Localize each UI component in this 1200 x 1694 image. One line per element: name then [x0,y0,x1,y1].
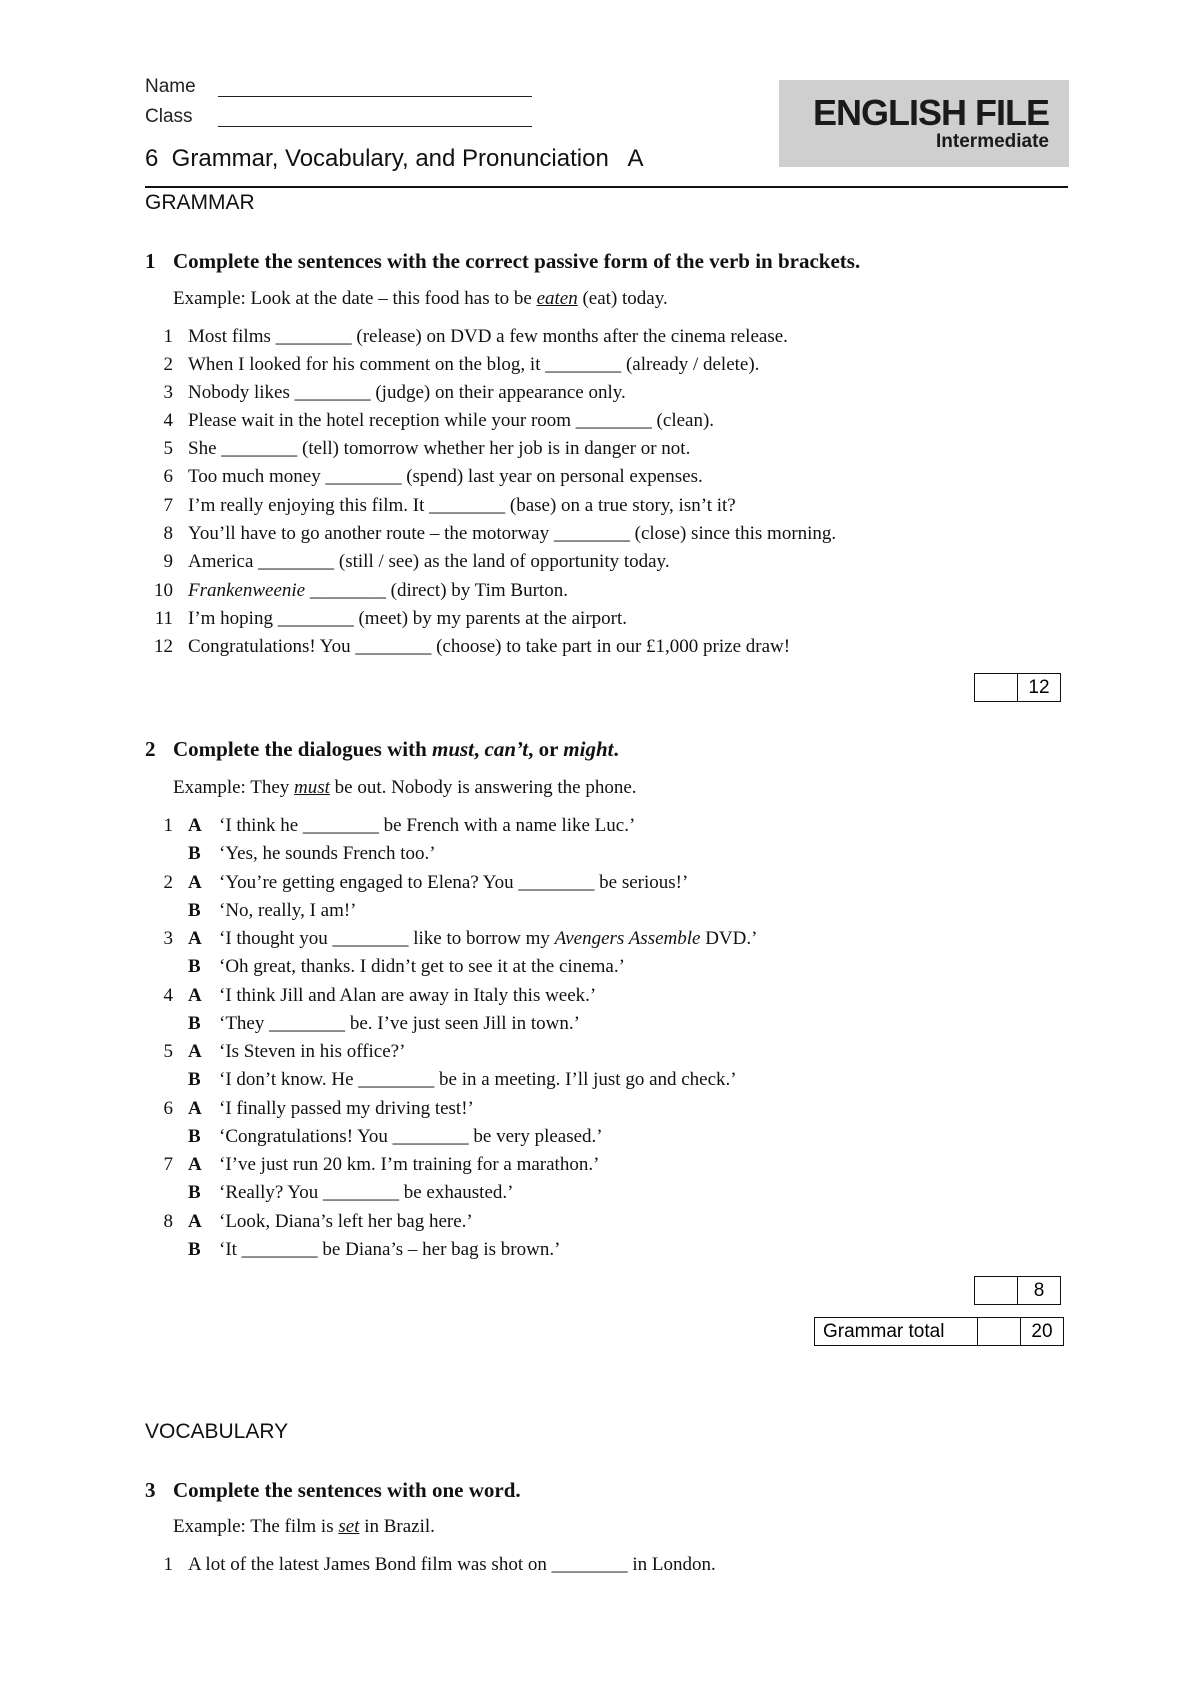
item-text: I’m really enjoying this film. It ________ (base) on a true story, isn’t it? [188,495,736,516]
item-number: 6 [163,466,173,487]
speaker-b: B [188,1013,201,1034]
q2-sep: . [613,737,619,761]
item-number: 1 [163,1554,173,1575]
score-max: 20 [1031,1321,1053,1342]
example-text: (eat) today. [577,288,668,309]
name-label: Name [145,76,196,97]
line-text: ‘Is Steven in his office?’ [219,1041,406,1062]
q2-word: must [432,737,475,761]
speaker-a: A [188,928,202,949]
line-text: ‘Really? You ________ be exhausted.’ [219,1182,514,1203]
item-number: 10 [154,580,173,601]
speaker-b: B [188,900,201,921]
item-number: 3 [163,928,173,949]
item-number: 7 [163,495,173,516]
item-text: Too much money ________ (spend) last year on personal expenses. [188,466,703,487]
item-number: 1 [163,815,173,836]
q2-text: Complete the dialogues with [173,737,432,761]
q2-word: can’t [484,737,529,761]
example-text: in Brazil. [359,1516,435,1537]
q2-word: might [563,737,614,761]
q3-instruction [145,1478,521,1503]
class-field[interactable] [145,106,193,128]
speaker-a: A [188,985,202,1006]
score-max: 12 [1028,677,1050,698]
brand-title: ENGLISH FILE [812,92,1049,133]
q2-number: 2 [145,737,156,761]
item-number: 12 [154,636,173,657]
item-text [188,580,568,602]
header-divider [145,186,1068,188]
item-text-rest: ________ (direct) by Tim Burton. [305,580,568,601]
line-text: ‘I’ve just run 20 km. I’m training for a marathon.’ [219,1154,600,1175]
item-text: America ________ (still / see) as the land of opportunity today. [188,551,670,572]
example-text: Example: They [173,777,295,798]
line-text: ‘It ________ be Diana’s – her bag is brown.’ [219,1239,561,1260]
q3-example [173,1516,435,1538]
item-text: Please wait in the hotel reception while your room ________ (clean). [188,410,715,431]
line-text: ‘No, really, I am!’ [219,900,357,921]
name-line[interactable] [218,96,532,97]
item-number: 2 [163,872,173,893]
item-text: When I looked for his comment on the blog, it ________ (already / delete). [188,354,760,375]
film-title: Avengers Assemble [554,928,701,949]
page-title: 6 Grammar, Vocabulary, and Pronunciation A [145,145,644,172]
score-input[interactable] [975,674,1018,701]
item-number: 7 [163,1154,173,1175]
line-text: ‘I don’t know. He ________ be in a meeting. I’ll just go and check.’ [219,1069,737,1090]
item-text: Nobody likes ________ (judge) on their appearance only. [188,382,626,403]
q1-number: 1 [145,249,156,273]
example-text: be out. Nobody is answering the phone. [329,777,637,798]
example-text: Example: The film is [173,1516,339,1537]
item-number: 11 [154,608,173,629]
item-number: 5 [163,438,173,459]
speaker-a: A [188,815,202,836]
item-text: She ________ (tell) tomorrow whether her job is in danger or not. [188,438,691,459]
q2-instruction [145,737,619,762]
q1-instruction [145,249,860,274]
q3-text: Complete the sentences with one word. [173,1478,521,1502]
q2-example [173,777,637,799]
line-text: ‘Yes, he sounds French too.’ [219,843,436,864]
grammar-total-box[interactable] [814,1317,1064,1346]
brand-logo [779,80,1069,167]
speaker-a: A [188,1041,202,1062]
q1-example [173,288,668,310]
speaker-b: B [188,843,201,864]
film-title: Frankenweenie [188,580,306,601]
speaker-b: B [188,1069,201,1090]
item-number: 9 [163,551,173,572]
item-number: 4 [163,410,173,431]
speaker-a: A [188,872,202,893]
line-text: ‘Look, Diana’s left her bag here.’ [219,1211,473,1232]
item-text: You’ll have to go another route – the motorway ________ (close) since this morning. [188,523,837,544]
item-text: A lot of the latest James Bond film was shot on ________ in London. [188,1554,716,1575]
example-answer: eaten [536,288,578,309]
line-text-pre: ‘I thought you ________ like to borrow my [219,928,555,949]
item-number: 8 [163,1211,173,1232]
item-number: 8 [163,523,173,544]
item-number: 6 [163,1098,173,1119]
example-answer: must [294,777,330,798]
score-input[interactable] [975,1277,1018,1304]
q2-sep: , or [528,737,564,761]
line-text [219,928,757,950]
item-text: Most films ________ (release) on DVD a few months after the cinema release. [188,326,788,347]
line-text: ‘I think he ________ be French with a name like Luc.’ [219,815,636,836]
grammar-total-label: Grammar total [815,1318,978,1345]
q3-number: 3 [145,1478,156,1502]
speaker-b: B [188,956,201,977]
speaker-a: A [188,1098,202,1119]
item-text: Congratulations! You ________ (choose) to take part in our £1,000 prize draw! [188,636,791,657]
class-label: Class [145,106,193,127]
line-text: ‘You’re getting engaged to Elena? You ________ be serious!’ [219,872,689,893]
name-field[interactable] [145,76,196,98]
item-number: 3 [163,382,173,403]
line-text-post: DVD.’ [700,928,758,949]
line-text: ‘They ________ be. I’ve just seen Jill in town.’ [219,1013,580,1034]
item-number: 5 [163,1041,173,1062]
speaker-b: B [188,1182,201,1203]
vocabulary-heading: VOCABULARY [145,1420,289,1443]
score-max: 8 [1033,1280,1045,1301]
score-input[interactable] [978,1318,1021,1345]
item-number: 2 [163,354,173,375]
item-number: 1 [163,326,173,347]
class-line[interactable] [218,126,532,127]
q1-score-box[interactable] [974,673,1061,702]
brand-subtitle: Intermediate [936,131,1049,152]
item-number: 4 [163,985,173,1006]
line-text: ‘Congratulations! You ________ be very pleased.’ [219,1126,603,1147]
q1-text: Complete the sentences with the correct passive form of the verb in brackets. [173,249,861,273]
example-answer: set [338,1516,360,1537]
example-text: Example: Look at the date – this food has to be [173,288,537,309]
item-text: I’m hoping ________ (meet) by my parents at the airport. [188,608,628,629]
q2-sep: , [474,737,485,761]
line-text: ‘Oh great, thanks. I didn’t get to see it at the cinema.’ [219,956,625,977]
line-text: ‘I finally passed my driving test!’ [219,1098,474,1119]
q2-score-box[interactable] [974,1276,1061,1305]
grammar-heading: GRAMMAR [145,191,255,214]
speaker-b: B [188,1239,201,1260]
speaker-b: B [188,1126,201,1147]
speaker-a: A [188,1154,202,1175]
speaker-a: A [188,1211,202,1232]
line-text: ‘I think Jill and Alan are away in Italy this week.’ [219,985,597,1006]
